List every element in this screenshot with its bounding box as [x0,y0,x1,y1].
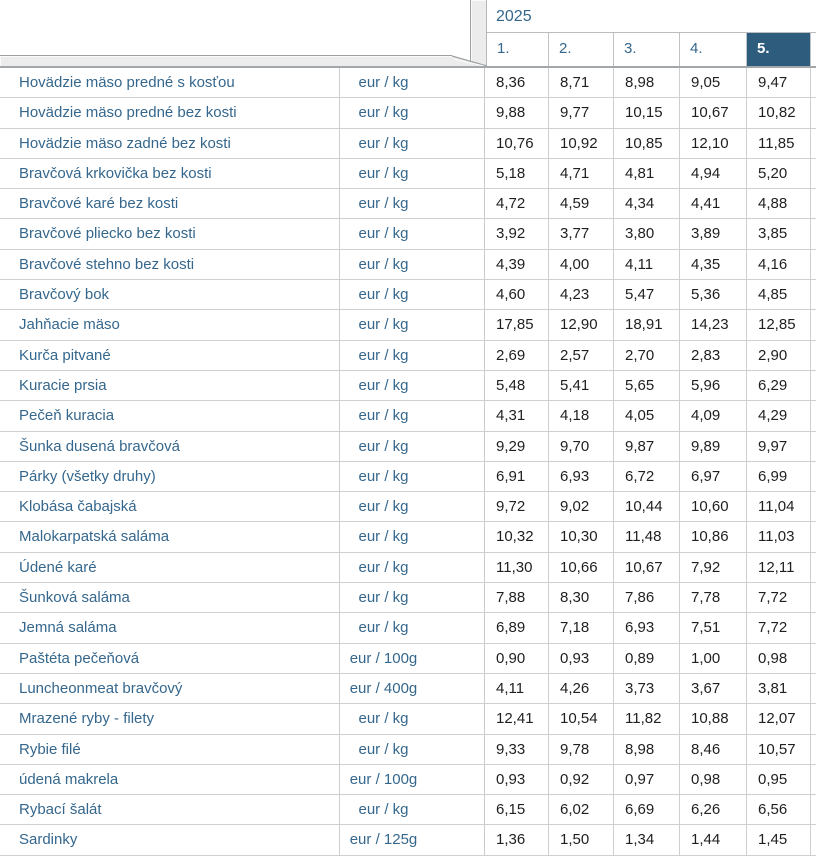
frozen-header [0,0,816,68]
unit-cell: eur / kg [340,735,485,764]
price-cell-month-4: 7,78 [680,583,747,612]
row-filler [811,219,816,248]
table-row [0,219,816,249]
price-cell-month-3: 4,34 [614,189,680,218]
product-name-cell[interactable]: Bravčový bok [0,280,340,309]
price-cell-month-1: 5,18 [485,159,549,188]
unit-cell: eur / 100g [340,644,485,673]
price-cell-month-4: 4,41 [680,189,747,218]
unit-cell: eur / kg [340,250,485,279]
table-row [0,68,816,98]
price-cell-month-5: 4,85 [747,280,811,309]
row-filler [811,250,816,279]
table-row [0,553,816,583]
price-cell-month-3: 10,85 [614,129,680,158]
price-cell-month-2: 10,30 [549,522,614,551]
product-name-cell[interactable]: Jemná saláma [0,613,340,642]
table-row [0,583,816,613]
table-row [0,644,816,674]
price-cell-month-1: 4,11 [485,674,549,703]
row-filler [811,644,816,673]
unit-cell: eur / kg [340,98,485,127]
product-name-cell[interactable]: Bravčové pliecko bez kosti [0,219,340,248]
unit-cell: eur / 400g [340,674,485,703]
unit-cell: eur / kg [340,613,485,642]
table-row [0,674,816,704]
product-name-cell[interactable]: Údené karé [0,553,340,582]
row-filler [811,462,816,491]
price-cell-month-3: 3,73 [614,674,680,703]
price-cell-month-5: 0,98 [747,644,811,673]
price-cell-month-1: 1,36 [485,825,549,854]
price-cell-month-2: 5,41 [549,371,614,400]
price-cell-month-1: 3,92 [485,219,549,248]
product-name-cell[interactable]: Paštéta pečeňová [0,644,340,673]
price-cell-month-1: 12,41 [485,704,549,733]
price-cell-month-4: 8,46 [680,735,747,764]
unit-cell: eur / kg [340,401,485,430]
price-cell-month-3: 10,44 [614,492,680,521]
table-row [0,280,816,310]
table-row [0,492,816,522]
price-cell-month-3: 0,97 [614,765,680,794]
price-cell-month-4: 5,96 [680,371,747,400]
table-body [0,68,816,856]
price-cell-month-2: 4,71 [549,159,614,188]
price-cell-month-4: 0,98 [680,765,747,794]
unit-cell: eur / kg [340,522,485,551]
product-name-cell[interactable]: Malokarpatská saláma [0,522,340,551]
month-header-4[interactable]: 4. [680,33,747,66]
price-cell-month-4: 10,86 [680,522,747,551]
year-label: 2025 [496,8,532,25]
table-row [0,159,816,189]
row-filler [811,371,816,400]
price-cell-month-5: 12,07 [747,704,811,733]
row-filler [811,401,816,430]
price-cell-month-5: 11,04 [747,492,811,521]
table-row [0,613,816,643]
unit-cell: eur / kg [340,583,485,612]
price-cell-month-3: 18,91 [614,310,680,339]
price-cell-month-4: 9,05 [680,68,747,97]
unit-cell: eur / 125g [340,825,485,854]
price-cell-month-1: 8,36 [485,68,549,97]
table-row [0,250,816,280]
product-name-cell[interactable]: Bravčová krkovička bez kosti [0,159,340,188]
unit-cell: eur / kg [340,310,485,339]
price-cell-month-5: 5,20 [747,159,811,188]
table-row [0,341,816,371]
price-cell-month-1: 6,89 [485,613,549,642]
price-cell-month-3: 7,86 [614,583,680,612]
unit-cell: eur / kg [340,159,485,188]
price-cell-month-5: 6,99 [747,462,811,491]
price-cell-month-1: 9,88 [485,98,549,127]
price-cell-month-2: 8,71 [549,68,614,97]
price-cell-month-5: 11,03 [747,522,811,551]
horizontal-splitter[interactable] [0,55,470,66]
price-cell-month-2: 0,92 [549,765,614,794]
unit-cell: eur / kg [340,280,485,309]
month-header-2[interactable]: 2. [549,33,614,66]
price-cell-month-4: 1,00 [680,644,747,673]
price-cell-month-1: 6,91 [485,462,549,491]
price-cell-month-5: 9,47 [747,68,811,97]
price-cell-month-4: 6,26 [680,795,747,824]
price-cell-month-4: 1,44 [680,825,747,854]
price-cell-month-4: 4,09 [680,401,747,430]
price-cell-month-4: 10,88 [680,704,747,733]
price-cell-month-2: 1,50 [549,825,614,854]
product-name-cell[interactable]: Klobása čabajská [0,492,340,521]
price-cell-month-2: 9,02 [549,492,614,521]
price-cell-month-3: 6,72 [614,462,680,491]
price-cell-month-5: 3,85 [747,219,811,248]
price-cell-month-5: 2,90 [747,341,811,370]
year-header-cell[interactable] [487,0,816,33]
price-cell-month-2: 9,78 [549,735,614,764]
table-row [0,825,816,855]
price-cell-month-5: 7,72 [747,583,811,612]
price-cell-month-3: 5,47 [614,280,680,309]
price-cell-month-5: 10,57 [747,735,811,764]
table-row [0,129,816,159]
product-name-cell[interactable]: údená makrela [0,765,340,794]
table-row [0,371,816,401]
price-cell-month-5: 1,45 [747,825,811,854]
unit-cell: eur / 100g [340,765,485,794]
price-cell-month-3: 9,87 [614,432,680,461]
price-cell-month-3: 1,34 [614,825,680,854]
row-filler [811,674,816,703]
price-cell-month-2: 12,90 [549,310,614,339]
unit-cell: eur / kg [340,129,485,158]
table-row [0,98,816,128]
price-cell-month-5: 12,85 [747,310,811,339]
price-cell-month-1: 10,76 [485,129,549,158]
price-cell-month-3: 11,82 [614,704,680,733]
price-cell-month-3: 2,70 [614,341,680,370]
table-row [0,401,816,431]
price-cell-month-2: 8,30 [549,583,614,612]
row-filler [811,189,816,218]
unit-cell: eur / kg [340,371,485,400]
price-cell-month-4: 7,92 [680,553,747,582]
price-cell-month-5: 4,16 [747,250,811,279]
month-header-3[interactable]: 3. [614,33,680,66]
price-cell-month-1: 11,30 [485,553,549,582]
price-cell-month-3: 5,65 [614,371,680,400]
price-cell-month-1: 9,29 [485,432,549,461]
product-name-cell[interactable]: Bravčové karé bez kosti [0,189,340,218]
unit-cell: eur / kg [340,704,485,733]
unit-cell: eur / kg [340,432,485,461]
price-cell-month-2: 10,92 [549,129,614,158]
price-cell-month-3: 6,93 [614,613,680,642]
table-row [0,310,816,340]
table-row [0,765,816,795]
product-name-cell[interactable]: Sardinky [0,825,340,854]
row-filler [811,341,816,370]
table-row [0,432,816,462]
price-cell-month-1: 5,48 [485,371,549,400]
product-name-cell[interactable]: Rybací šalát [0,795,340,824]
row-filler [811,280,816,309]
row-filler [811,522,816,551]
price-cell-month-2: 9,70 [549,432,614,461]
price-cell-month-4: 7,51 [680,613,747,642]
price-cell-month-2: 4,59 [549,189,614,218]
price-cell-month-4: 6,97 [680,462,747,491]
price-cell-month-1: 7,88 [485,583,549,612]
price-cell-month-3: 8,98 [614,68,680,97]
price-cell-month-2: 9,77 [549,98,614,127]
unit-cell: eur / kg [340,219,485,248]
unit-cell: eur / kg [340,553,485,582]
unit-cell: eur / kg [340,795,485,824]
row-filler [811,553,816,582]
price-cell-month-5: 9,97 [747,432,811,461]
splitter-corner-bevel [452,54,487,66]
price-cell-month-1: 0,93 [485,765,549,794]
price-cell-month-5: 11,85 [747,129,811,158]
price-cell-month-2: 4,18 [549,401,614,430]
unit-cell: eur / kg [340,492,485,521]
row-filler [811,825,816,854]
row-filler [811,583,816,612]
price-cell-month-3: 4,05 [614,401,680,430]
price-cell-month-1: 9,33 [485,735,549,764]
price-cell-month-5: 4,29 [747,401,811,430]
product-name-cell[interactable]: Šunková saláma [0,583,340,612]
product-name-cell[interactable]: Rybie filé [0,735,340,764]
price-cell-month-2: 0,93 [549,644,614,673]
price-cell-month-4: 10,67 [680,98,747,127]
product-name-cell[interactable]: Hovädzie mäso predné s kosťou [0,68,340,97]
row-filler [811,492,816,521]
price-cell-month-1: 2,69 [485,341,549,370]
product-name-cell[interactable]: Kurča pitvané [0,341,340,370]
price-cell-month-4: 12,10 [680,129,747,158]
price-cell-month-1: 10,32 [485,522,549,551]
price-cell-month-4: 3,67 [680,674,747,703]
price-cell-month-5: 12,11 [747,553,811,582]
price-cell-month-3: 8,98 [614,735,680,764]
price-cell-month-5: 0,95 [747,765,811,794]
table-row [0,704,816,734]
price-cell-month-3: 3,80 [614,219,680,248]
price-cell-month-2: 10,66 [549,553,614,582]
price-cell-month-1: 4,60 [485,280,549,309]
table-row [0,522,816,552]
price-cell-month-4: 9,89 [680,432,747,461]
month-header-5-selected[interactable]: 5. [747,33,811,66]
price-cell-month-2: 6,93 [549,462,614,491]
product-name-cell[interactable]: Mrazené ryby - filety [0,704,340,733]
price-cell-month-2: 10,54 [549,704,614,733]
price-cell-month-5: 10,82 [747,98,811,127]
unit-cell: eur / kg [340,189,485,218]
row-filler [811,613,816,642]
price-cell-month-4: 10,60 [680,492,747,521]
price-cell-month-1: 4,72 [485,189,549,218]
price-cell-month-1: 6,15 [485,795,549,824]
price-cell-month-4: 3,89 [680,219,747,248]
row-filler [811,310,816,339]
price-cell-month-1: 4,39 [485,250,549,279]
row-filler [811,795,816,824]
price-cell-month-4: 5,36 [680,280,747,309]
row-filler [811,432,816,461]
row-filler [811,98,816,127]
price-cell-month-2: 2,57 [549,341,614,370]
price-cell-month-1: 17,85 [485,310,549,339]
unit-cell: eur / kg [340,68,485,97]
price-cell-month-3: 4,11 [614,250,680,279]
month-header-1[interactable]: 1. [487,33,549,66]
unit-cell: eur / kg [340,462,485,491]
price-cell-month-2: 4,00 [549,250,614,279]
price-cell-month-5: 6,56 [747,795,811,824]
price-cell-month-4: 14,23 [680,310,747,339]
product-name-cell[interactable]: Párky (všetky druhy) [0,462,340,491]
price-cell-month-1: 0,90 [485,644,549,673]
row-filler [811,159,816,188]
price-cell-month-3: 10,67 [614,553,680,582]
price-cell-month-5: 4,88 [747,189,811,218]
price-cell-month-3: 0,89 [614,644,680,673]
price-cell-month-5: 7,72 [747,613,811,642]
table-row [0,735,816,765]
unit-cell: eur / kg [340,341,485,370]
product-name-cell[interactable]: Šunka dusená bravčová [0,432,340,461]
price-cell-month-2: 7,18 [549,613,614,642]
row-filler [811,129,816,158]
price-cell-month-3: 10,15 [614,98,680,127]
product-name-cell[interactable]: Hovädzie mäso predné bez kosti [0,98,340,127]
product-name-cell[interactable]: Bravčové stehno bez kosti [0,250,340,279]
table-row [0,462,816,492]
product-name-cell[interactable]: Kuracie prsia [0,371,340,400]
product-name-cell[interactable]: Luncheonmeat bravčový [0,674,340,703]
price-cell-month-3: 6,69 [614,795,680,824]
price-cell-month-5: 6,29 [747,371,811,400]
product-name-cell[interactable]: Jahňacie mäso [0,310,340,339]
row-filler [811,704,816,733]
price-cell-month-4: 2,83 [680,341,747,370]
price-cell-month-4: 4,94 [680,159,747,188]
price-cell-month-2: 3,77 [549,219,614,248]
price-cell-month-2: 4,23 [549,280,614,309]
row-filler [811,68,816,97]
price-cell-month-5: 3,81 [747,674,811,703]
price-cell-month-3: 4,81 [614,159,680,188]
price-cell-month-1: 9,72 [485,492,549,521]
row-filler [811,765,816,794]
months-row [487,33,811,66]
price-cell-month-2: 6,02 [549,795,614,824]
price-cell-month-2: 4,26 [549,674,614,703]
product-name-cell[interactable]: Pečeň kuracia [0,401,340,430]
product-name-cell[interactable]: Hovädzie mäso zadné bez kosti [0,129,340,158]
price-cell-month-3: 11,48 [614,522,680,551]
price-cell-month-1: 4,31 [485,401,549,430]
row-filler [811,735,816,764]
price-cell-month-4: 4,35 [680,250,747,279]
table-row [0,189,816,219]
table-row [0,795,816,825]
